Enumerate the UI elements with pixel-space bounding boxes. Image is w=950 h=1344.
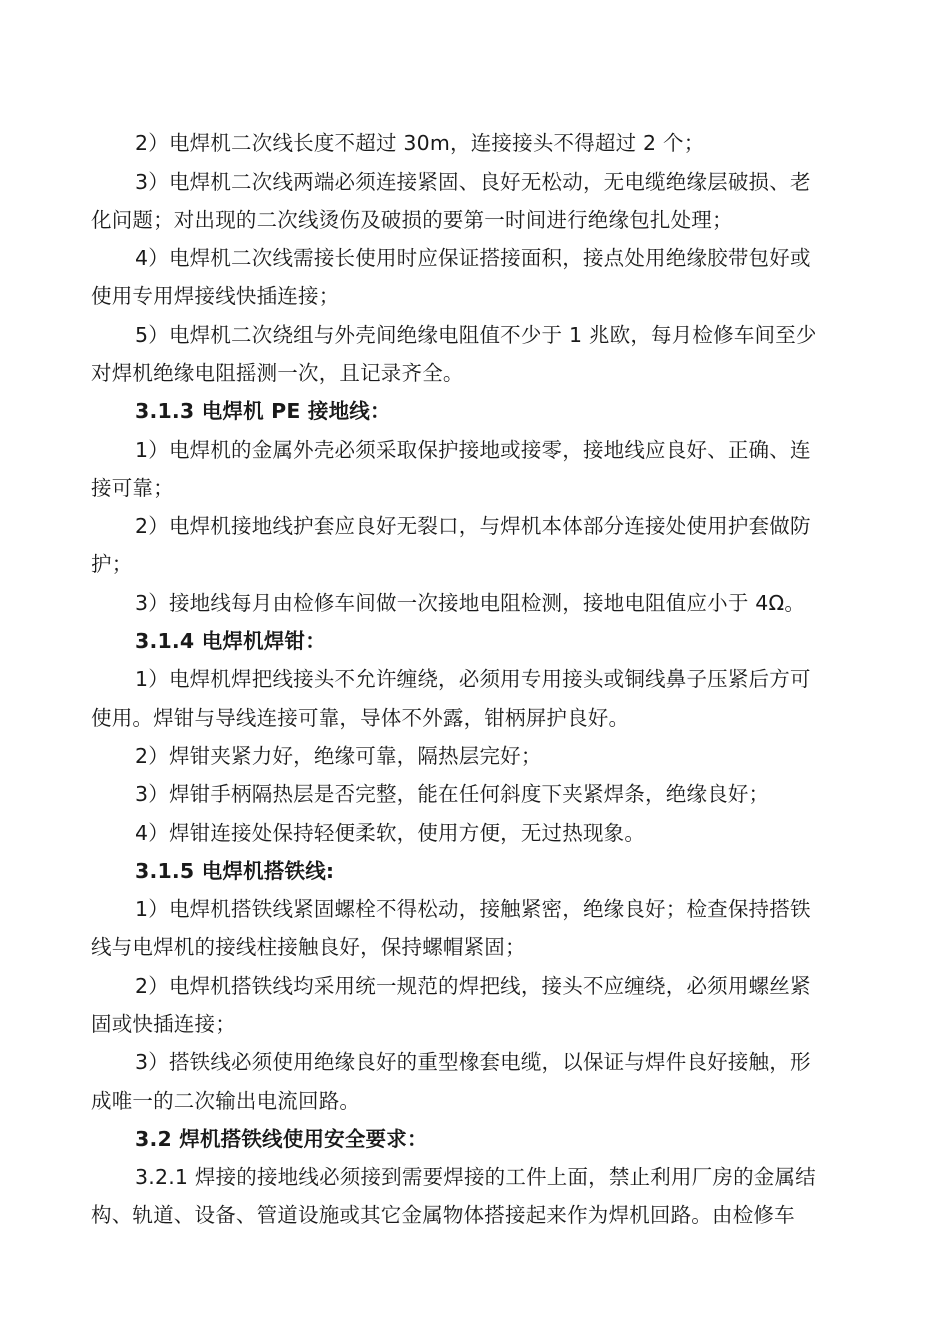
paragraph-line: 2）电焊机接地线护套应良好无裂口，与焊机本体部分连接处使用护套做防: [135, 514, 811, 538]
paragraph-line: 化问题；对出现的二次线烫伤及破损的要第一时间进行绝缘包扎处理；: [91, 208, 733, 232]
section-heading: 3.1.4 电焊机焊钳：: [135, 629, 326, 653]
paragraph-line: 成唯一的二次输出电流回路。: [91, 1089, 361, 1113]
paragraph-line: 4）电焊机二次线需接长使用时应保证搭接面积，接点处用绝缘胶带包好或: [135, 246, 811, 270]
paragraph-line: 使用专用焊接线快插连接；: [91, 284, 340, 308]
paragraph-line: 3）电焊机二次线两端必须连接紧固、良好无松动，无电缆绝缘层破损、老: [135, 170, 811, 194]
paragraph-line: 对焊机绝缘电阻摇测一次，且记录齐全。: [91, 361, 464, 385]
section-heading: 3.1.3 电焊机 PE 接地线：: [135, 399, 391, 423]
paragraph-line: 4）焊钳连接处保持轻便柔软，使用方便，无过热现象。: [135, 821, 646, 845]
section-heading: 3.2 焊机搭铁线使用安全要求：: [135, 1127, 428, 1151]
paragraph-line: 2）电焊机二次线长度不超过 30m，连接接头不得超过 2 个；: [135, 131, 705, 155]
paragraph-line: 3）焊钳手柄隔热层是否完整，能在任何斜度下夹紧焊条，绝缘良好；: [135, 782, 770, 806]
paragraph-line: 3）搭铁线必须使用绝缘良好的重型橡套电缆，以保证与焊件良好接触，形: [135, 1050, 811, 1074]
paragraph-line: 线与电焊机的接线柱接触良好，保持螺帽紧固；: [91, 935, 526, 959]
paragraph-line: 接可靠；: [91, 476, 174, 500]
paragraph-line: 1）电焊机的金属外壳必须采取保护接地或接零，接地线应良好、正确、连: [135, 438, 811, 462]
section-heading: 3.1.5 电焊机搭铁线:: [135, 859, 335, 883]
paragraph-line: 使用。焊钳与导线连接可靠，导体不外露，钳柄屏护良好。: [91, 706, 630, 730]
paragraph-line: 3）接地线每月由检修车间做一次接地电阻检测，接地电阻值应小于 4Ω。: [135, 591, 806, 615]
paragraph-line: 1）电焊机搭铁线紧固螺栓不得松动，接触紧密，绝缘良好；检查保持搭铁: [135, 897, 811, 921]
paragraph-line: 1）电焊机焊把线接头不允许缠绕，必须用专用接头或铜线鼻子压紧后方可: [135, 667, 811, 691]
paragraph-line: 固或快插连接；: [91, 1012, 236, 1036]
paragraph-line: 2）电焊机搭铁线均采用统一规范的焊把线，接头不应缠绕，必须用螺丝紧: [135, 974, 811, 998]
paragraph-line: 2）焊钳夹紧力好，绝缘可靠，隔热层完好；: [135, 744, 542, 768]
paragraph-line: 护；: [91, 552, 133, 576]
paragraph-line: 5）电焊机二次绕组与外壳间绝缘电阻值不少于 1 兆欧，每月检修车间至少: [135, 323, 817, 347]
paragraph-line: 构、轨道、设备、管道设施或其它金属物体搭接起来作为焊机回路。由检修车: [91, 1203, 795, 1227]
paragraph-line: 3.2.1 焊接的接地线必须接到需要焊接的工件上面，禁止利用厂房的金属结: [135, 1165, 816, 1189]
